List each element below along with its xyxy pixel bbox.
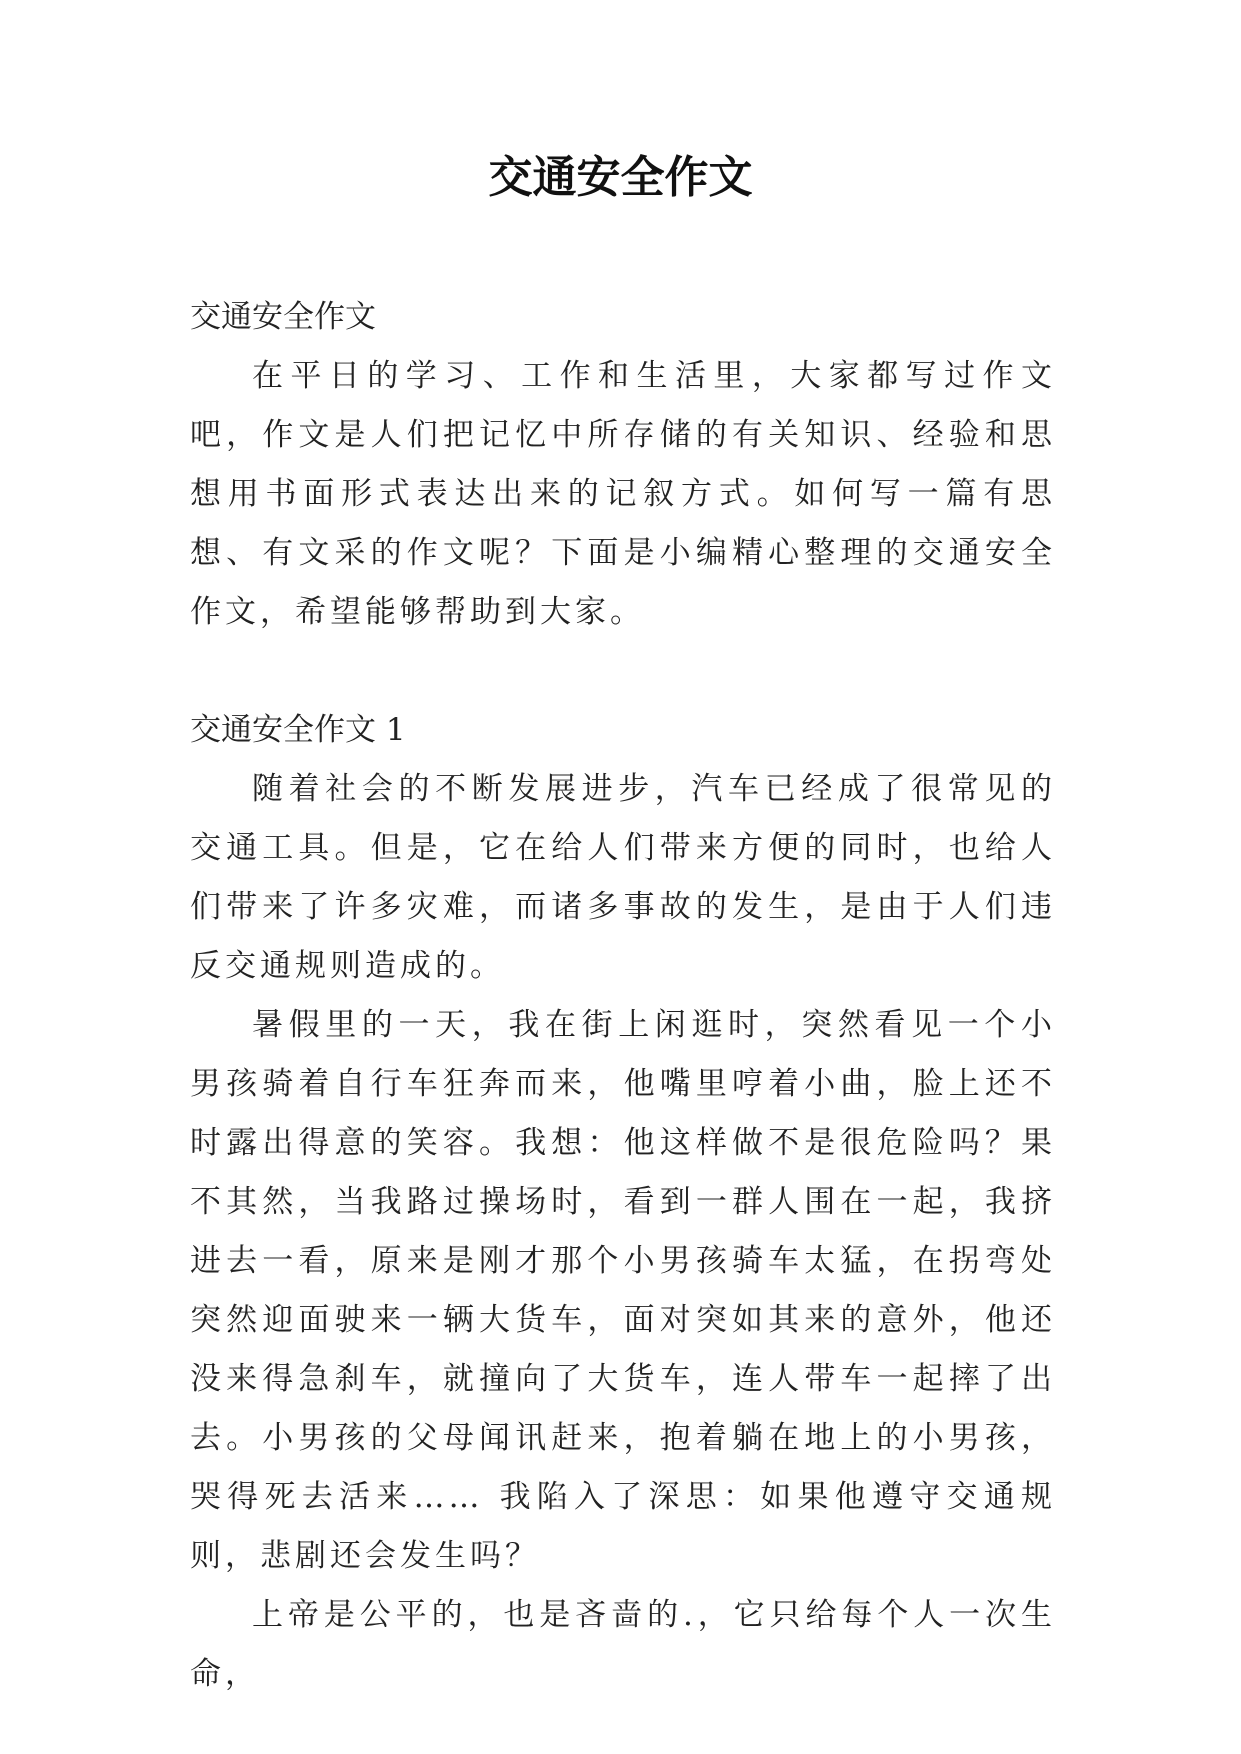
section-1-paragraph-1: 随着社会的不断发展进步，汽车已经成了很常见的交通工具。但是，它在给人们带来方便的同时，也给人们带来了许多灾难，而诸多事故的发生，是由于人们违反交通规则造成的。	[190, 771, 1056, 984]
section-1-paragraph-2: 暑假里的一天，我在街上闲逛时，突然看见一个小男孩骑着自行车狂奔而来，他嘴里哼着小曲，脸上还不时露出得意的笑容。我想：他这样做不是很危险吗？果不其然，当我路过操场时，看到一群人围在一起，我挤进去一看，原来是刚才那个小男孩骑车太猛，在拐弯处突然迎面驶来一辆大货车，面对突如其来的意外，他还没来得急刹车，就撞向了大货车，连人带车一起摔了出去。小男孩的父母闻讯赶来，抱着躺在地上的小男孩，哭得死去活来…… 我陷入了深思：如果他遵守交通规则，悲剧还会发生吗？	[190, 1007, 1056, 1574]
section-1-paragraph-3: 上帝是公平的，也是吝啬的.，它只给每个人一次生命，	[190, 1597, 1056, 1692]
intro-heading: 交通安全作文	[190, 299, 376, 335]
document-body	[190, 288, 1056, 1704]
document-title: 交通安全作文	[488, 152, 753, 203]
intro-paragraph: 在平日的学习、工作和生活里，大家都写过作文吧，作文是人们把记忆中所存储的有关知识、经验和思想用书面形式表达出来的记叙方式。如何写一篇有思想、有文采的作文呢？下面是小编精心整理的交通安全作文，希望能够帮助到大家。	[190, 358, 1056, 630]
section-spacer	[190, 642, 1056, 701]
section-1-heading: 交通安全作文 1	[190, 712, 406, 748]
